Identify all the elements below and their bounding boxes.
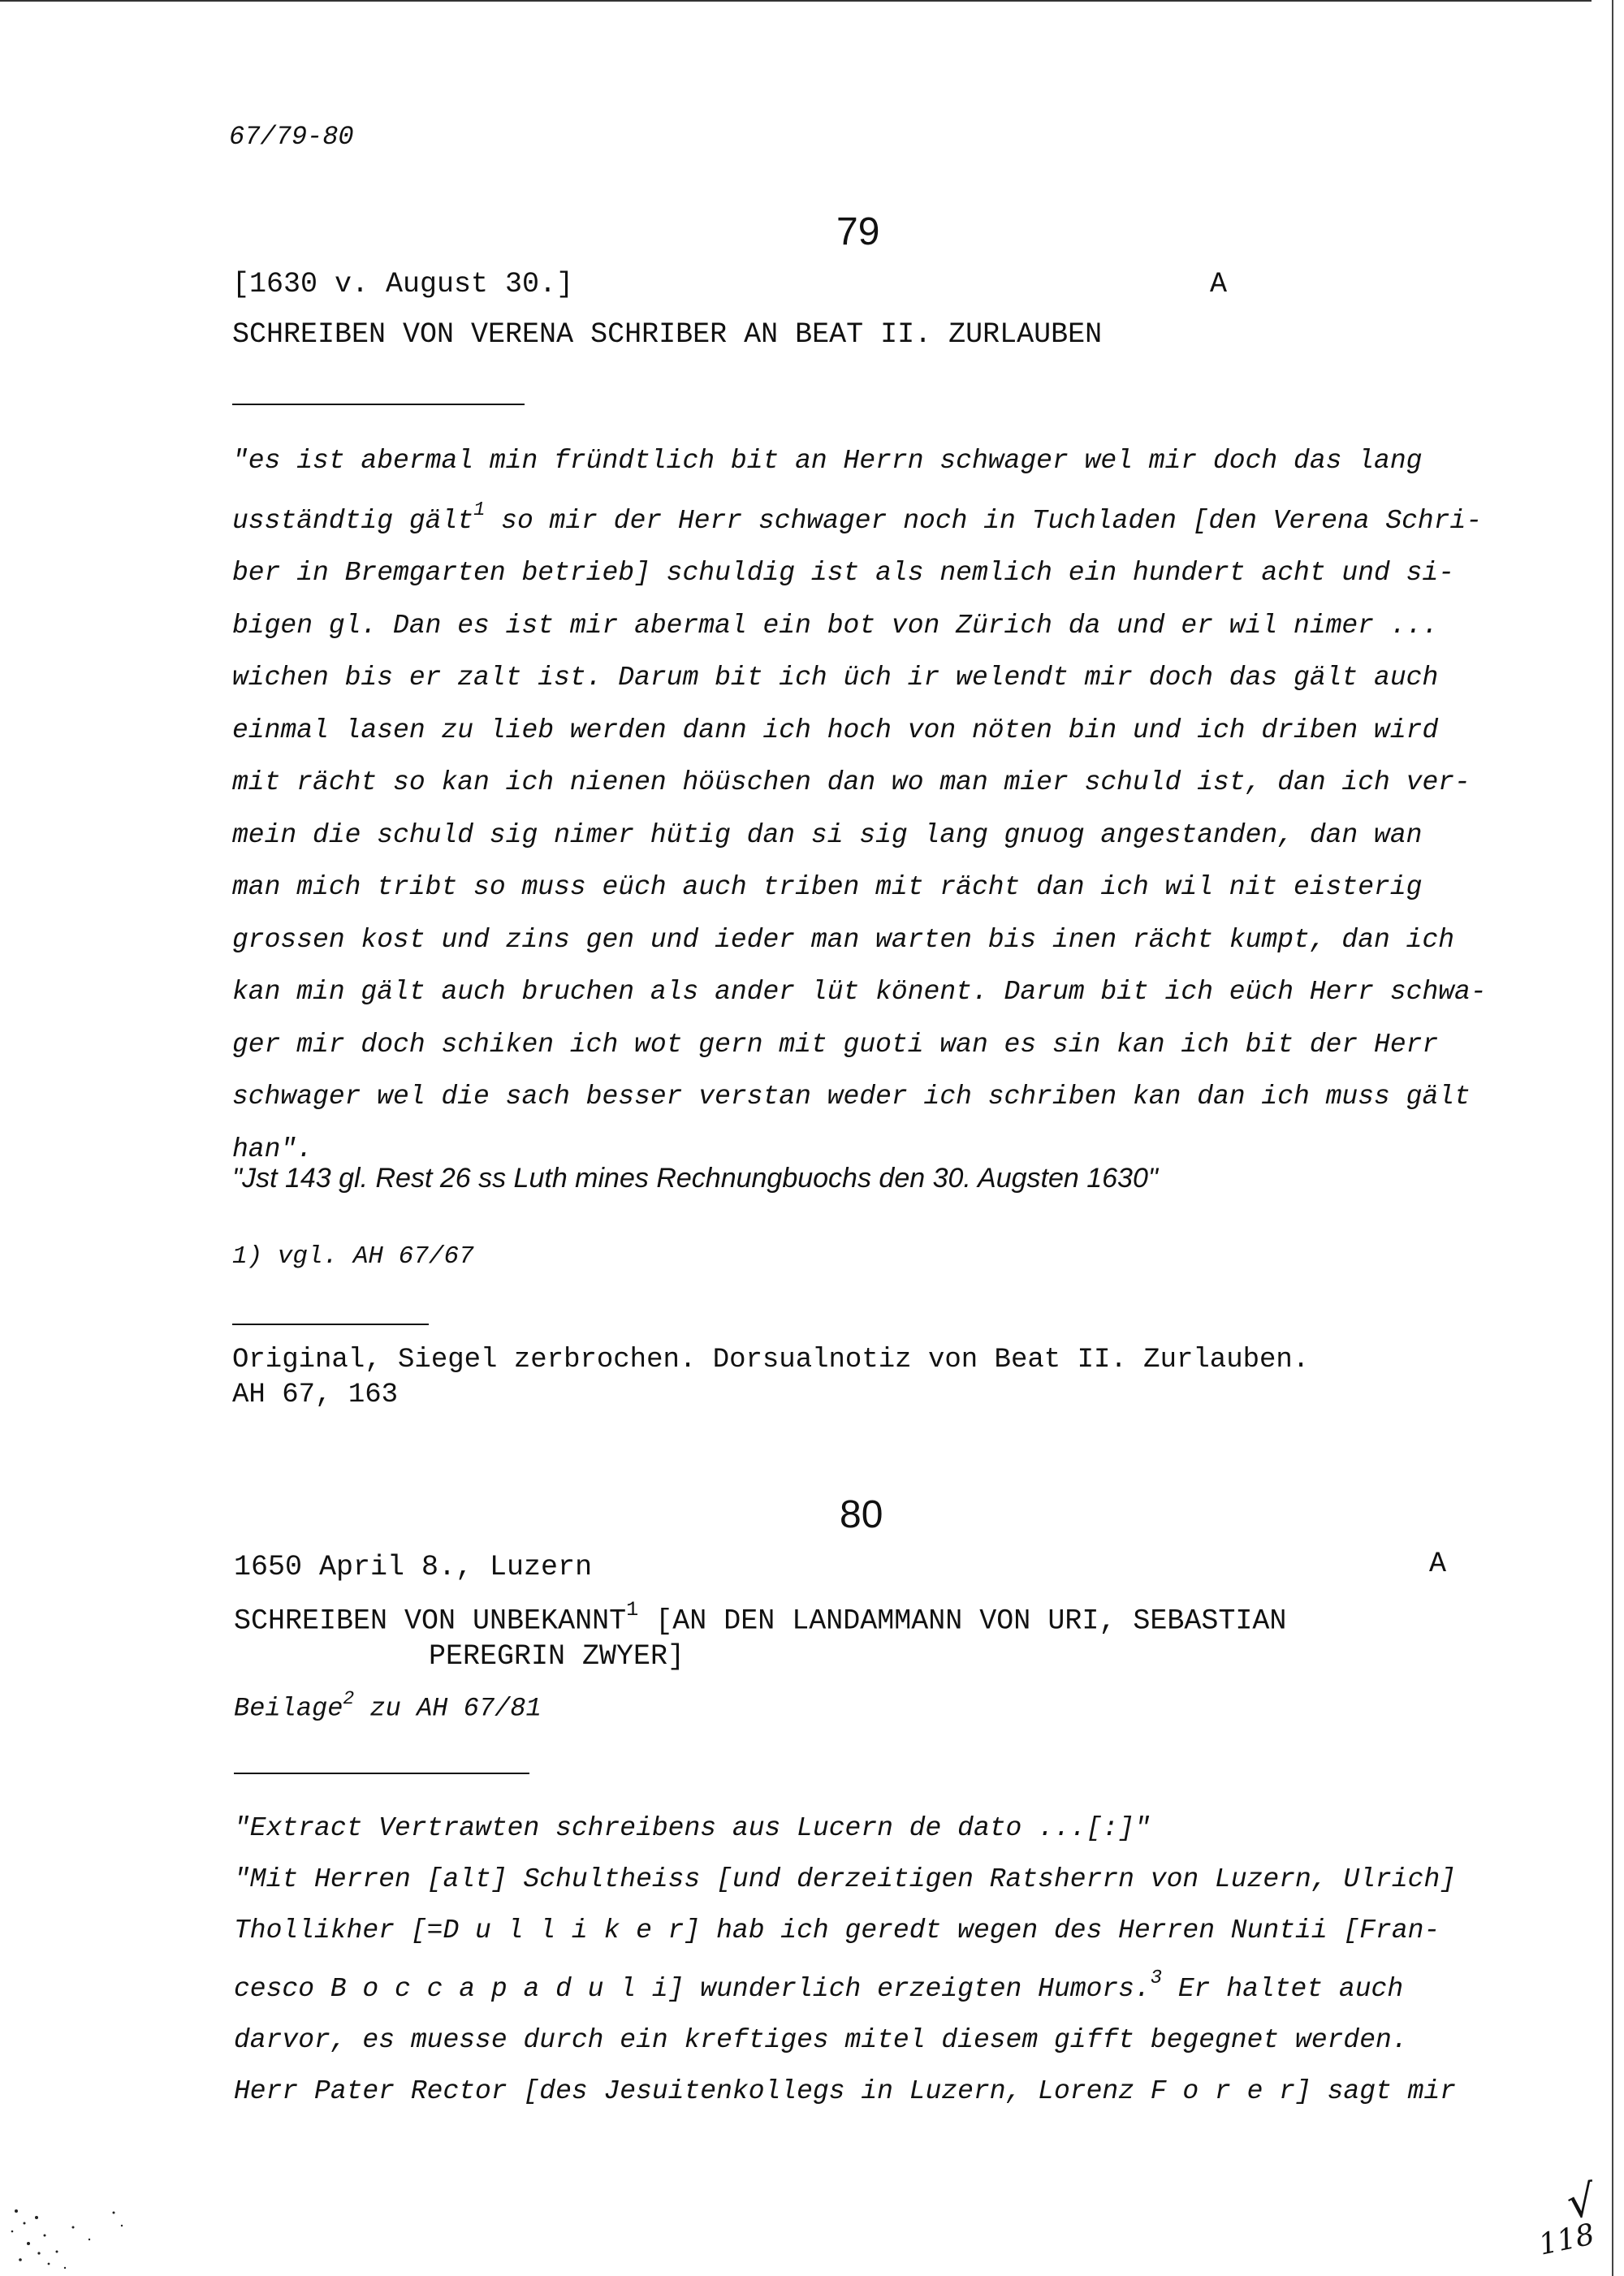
body-line: man mich tribt so muss eüch auch triben mit rächt dan ich wil nit eisterig — [232, 872, 1423, 902]
document-80-title-line-2: PEREGRIN ZWYER] — [429, 1640, 685, 1673]
body-line: han". — [232, 1134, 313, 1164]
folio-number: 118 — [1535, 2218, 1598, 2262]
footnote-ref: 1 — [626, 1598, 639, 1622]
top-edge-line — [0, 0, 1592, 2]
body-line: darvor, es muesse durch ein kreftiges mitel diesem gifft begegnet werden. — [234, 2025, 1408, 2055]
scan-speckles — [0, 2179, 162, 2276]
body-line: "Mit Herren [alt] Schultheiss [und derzeitigen Ratsherrn von Luzern, Ulrich] — [234, 1864, 1457, 1894]
document-80-beilage: Beilage$^2$ zu AH 67/81 — [234, 1687, 542, 1724]
body-line: einmal lasen zu lieb werden dann ich hoch von nöten bin und ich driben wird — [232, 715, 1439, 745]
document-79-source-separator — [232, 1324, 429, 1325]
document-80-type-mark: A — [1429, 1548, 1447, 1580]
body-line: schwager wel die sach besser verstan weder ich schriben kan dan ich muss gält — [232, 1082, 1471, 1112]
body-line: Herr Pater Rector [des Jesuitenkollegs in Luzern, Lorenz F o r e r] sagt mir — [234, 2076, 1457, 2106]
document-79-title: SCHREIBEN VON VERENA SCHRIBER AN BEAT II. ZURLAUBEN — [232, 318, 1103, 351]
footnote-ref: 1 — [473, 499, 486, 521]
reference-number: 67/79-80 — [229, 122, 354, 152]
body-line: usständtig gält$^1$ so mir der Herr schwager noch in Tuchladen [den Verena Schri- — [232, 499, 1483, 536]
body-line: mit rächt so kan ich nienen höüschen dan wo man mier schuld ist, dan ich ver- — [232, 767, 1471, 797]
document-80-separator — [234, 1773, 529, 1774]
document-79-type-mark: A — [1210, 268, 1228, 300]
body-line: mein die schuld sig nimer hütig dan si sig lang gnuog angestanden, dan wan — [232, 819, 1423, 850]
body-line: kan min gält auch bruchen als ander lüt könent. Darum bit ich eüch Herr schwa- — [232, 977, 1487, 1007]
document-80-body — [234, 1803, 1456, 2117]
document-79-date: [1630 v. August 30.] — [232, 268, 574, 300]
check-mark: √ — [1563, 2174, 1599, 2230]
document-79-separator — [232, 404, 525, 405]
document-79-body — [232, 435, 1487, 1176]
document-79-number: 79 — [836, 210, 880, 253]
body-line: ber in Bremgarten betrieb] schuldig ist als nemlich ein hundert acht und si- — [232, 558, 1455, 588]
body-line: bigen gl. Dan es ist mir abermal ein bot von Zürich da und er wil nimer ... — [232, 610, 1439, 641]
document-79-footnote: 1) vgl. AH 67/67 — [232, 1242, 474, 1271]
footnote-ref: 3 — [1150, 1967, 1163, 1990]
body-line: "Extract Vertrawten schreibens aus Lucern de dato ...[:]" — [234, 1813, 1151, 1843]
document-80-number: 80 — [840, 1493, 883, 1536]
footnote-ref: 2 — [343, 1687, 355, 1709]
body-line: grossen kost und zins gen und ieder man warten bis inen rächt kumpt, dan ich — [232, 924, 1455, 955]
body-line: ger mir doch schiken ich wot gern mit guoti wan es sin kan ich bit der Herr — [232, 1029, 1439, 1060]
body-line: cesco B o c c a p a d u l i] wunderlich erzeigten Humors.$^3$ Er haltet auch — [234, 1967, 1404, 2004]
document-80-date: 1650 April 8., Luzern — [234, 1551, 593, 1583]
body-line: wichen bis er zalt ist. Darum bit ich üch ir welendt mir doch das gält auch — [232, 663, 1439, 693]
document-80-title: SCHREIBEN VON UNBEKANNT$^1$ [AN DEN LANDAMMANN VON URI, SEBASTIAN — [234, 1598, 1287, 1638]
document-79-source-line-2: AH 67, 163 — [232, 1380, 399, 1410]
right-edge-line — [1612, 0, 1613, 2276]
body-line: Thollikher [=D u l l i k e r] hab ich geredt wegen des Herren Nuntii [Fran- — [234, 1915, 1440, 1946]
body-line: "es ist abermal min fründtlich bit an Herrn schwager wel mir doch das lang — [232, 446, 1423, 476]
document-79-source-line-1: Original, Siegel zerbrochen. Dorsualnotiz von Beat II. Zurlauben. — [232, 1345, 1310, 1376]
document-79-dorsal-note: "Jst 143 gl. Rest 26 ss Luth mines Rechnungbuochs den 30. Augsten 1630" — [232, 1163, 1158, 1194]
